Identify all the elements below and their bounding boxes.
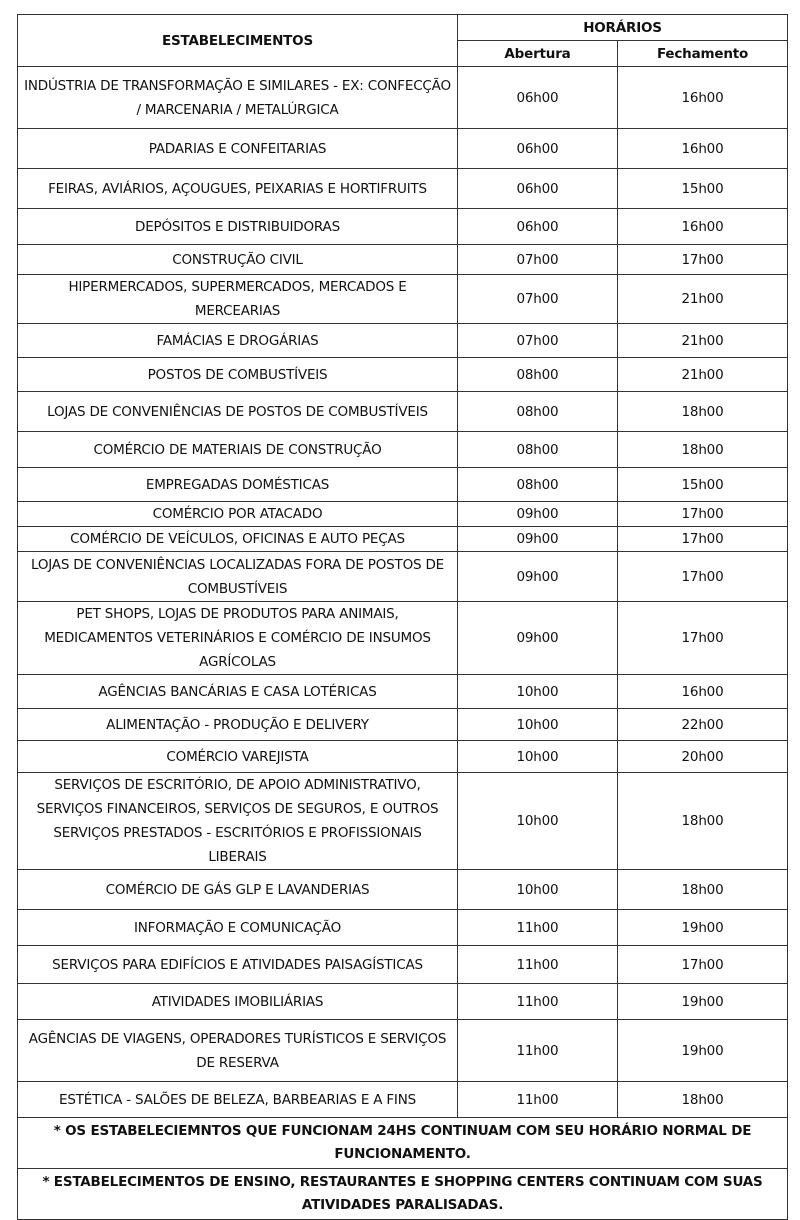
closing-time-cell: 15h00	[618, 169, 788, 209]
table-row	[18, 984, 788, 1020]
table-row	[18, 209, 788, 245]
closing-time-cell: 17h00	[618, 502, 788, 527]
establishment-cell: LOJAS DE CONVENIÊNCIAS LOCALIZADAS FORA DE POSTOS DE COMBUSTÍVEIS	[18, 552, 458, 602]
table-header	[18, 15, 788, 67]
closing-time-cell: 18h00	[618, 773, 788, 870]
opening-time-cell: 08h00	[458, 468, 618, 502]
table-row	[18, 709, 788, 741]
opening-time-cell: 10h00	[458, 870, 618, 910]
closing-time-cell: 19h00	[618, 910, 788, 946]
opening-time-cell: 11h00	[458, 1082, 618, 1118]
establishment-cell: EMPREGADAS DOMÉSTICAS	[18, 468, 458, 502]
closing-time-cell: 20h00	[618, 741, 788, 773]
table-row	[18, 552, 788, 602]
table-row	[18, 1020, 788, 1082]
table-row	[18, 602, 788, 675]
establishment-cell: COMÉRCIO DE GÁS GLP E LAVANDERIAS	[18, 870, 458, 910]
table-row	[18, 870, 788, 910]
table-row	[18, 67, 788, 129]
closing-time-cell: 17h00	[618, 552, 788, 602]
table-row	[18, 773, 788, 870]
table-row	[18, 675, 788, 709]
establishment-cell: COMÉRCIO VAREJISTA	[18, 741, 458, 773]
closing-time-cell: 16h00	[618, 675, 788, 709]
table-row	[18, 245, 788, 275]
closing-time-cell: 17h00	[618, 245, 788, 275]
schedules-header: HORÁRIOS	[458, 15, 788, 41]
opening-time-cell: 11h00	[458, 1020, 618, 1082]
establishment-cell: COMÉRCIO POR ATACADO	[18, 502, 458, 527]
opening-time-cell: 06h00	[458, 209, 618, 245]
closing-time-cell: 22h00	[618, 709, 788, 741]
table-row	[18, 946, 788, 984]
establishment-cell: INFORMAÇÃO E COMUNICAÇÃO	[18, 910, 458, 946]
closing-time-cell: 15h00	[618, 468, 788, 502]
opening-time-cell: 11h00	[458, 946, 618, 984]
closing-time-cell: 16h00	[618, 67, 788, 129]
opening-time-cell: 09h00	[458, 527, 618, 552]
table-row	[18, 275, 788, 324]
table-row	[18, 1082, 788, 1118]
establishment-cell: AGÊNCIAS BANCÁRIAS E CASA LOTÉRICAS	[18, 675, 458, 709]
closing-time-cell: 17h00	[618, 602, 788, 675]
table-row	[18, 129, 788, 169]
closing-time-cell: 16h00	[618, 209, 788, 245]
opening-time-cell: 10h00	[458, 773, 618, 870]
establishment-cell: SERVIÇOS DE ESCRITÓRIO, DE APOIO ADMINISTRATIVO, SERVIÇOS FINANCEIROS, SERVIÇOS DE SEGUROS, E OUTROS SERVIÇOS PRESTADOS - ESCRITÓRIOS E PROFISSIONAIS LIBERAIS	[18, 773, 458, 870]
establishment-cell: ALIMENTAÇÃO - PRODUÇÃO E DELIVERY	[18, 709, 458, 741]
opening-time-cell: 08h00	[458, 392, 618, 432]
establishment-cell: AGÊNCIAS DE VIAGENS, OPERADORES TURÍSTICOS E SERVIÇOS DE RESERVA	[18, 1020, 458, 1082]
table-row	[18, 432, 788, 468]
closing-time-cell: 18h00	[618, 870, 788, 910]
table-body	[18, 67, 788, 1118]
table-notes	[18, 1118, 788, 1220]
opening-time-cell: 06h00	[458, 169, 618, 209]
opening-time-cell: 10h00	[458, 709, 618, 741]
closing-header: Fechamento	[618, 41, 788, 67]
establishment-cell: SERVIÇOS PARA EDIFÍCIOS E ATIVIDADES PAISAGÍSTICAS	[18, 946, 458, 984]
table-row	[18, 468, 788, 502]
opening-time-cell: 11h00	[458, 910, 618, 946]
table-row	[18, 358, 788, 392]
table-row	[18, 169, 788, 209]
note-closed-activities: * ESTABELECIMENTOS DE ENSINO, RESTAURANTES E SHOPPING CENTERS CONTINUAM COM SUAS ATIVIDADES PARALISADAS.	[18, 1169, 788, 1220]
establishment-cell: CONSTRUÇÃO CIVIL	[18, 245, 458, 275]
closing-time-cell: 18h00	[618, 432, 788, 468]
table-row	[18, 910, 788, 946]
establishment-cell: DEPÓSITOS E DISTRIBUIDORAS	[18, 209, 458, 245]
establishment-cell: COMÉRCIO DE MATERIAIS DE CONSTRUÇÃO	[18, 432, 458, 468]
establishment-cell: FAMÁCIAS E DROGÁRIAS	[18, 324, 458, 358]
establishment-cell: INDÚSTRIA DE TRANSFORMAÇÃO E SIMILARES - EX: CONFECÇÃO / MARCENARIA / METALÚRGICA	[18, 67, 458, 129]
opening-time-cell: 11h00	[458, 984, 618, 1020]
establishment-cell: COMÉRCIO DE VEÍCULOS, OFICINAS E AUTO PEÇAS	[18, 527, 458, 552]
opening-time-cell: 09h00	[458, 502, 618, 527]
closing-time-cell: 18h00	[618, 392, 788, 432]
opening-time-cell: 09h00	[458, 602, 618, 675]
table-row	[18, 741, 788, 773]
closing-time-cell: 19h00	[618, 1020, 788, 1082]
closing-time-cell: 19h00	[618, 984, 788, 1020]
opening-time-cell: 08h00	[458, 358, 618, 392]
opening-time-cell: 09h00	[458, 552, 618, 602]
opening-time-cell: 06h00	[458, 129, 618, 169]
establishment-cell: FEIRAS, AVIÁRIOS, AÇOUGUES, PEIXARIAS E HORTIFRUITS	[18, 169, 458, 209]
closing-time-cell: 21h00	[618, 275, 788, 324]
opening-time-cell: 10h00	[458, 675, 618, 709]
closing-time-cell: 17h00	[618, 946, 788, 984]
closing-time-cell: 16h00	[618, 129, 788, 169]
closing-time-cell: 18h00	[618, 1082, 788, 1118]
opening-time-cell: 08h00	[458, 432, 618, 468]
note-24h: * OS ESTABELECIEMNTOS QUE FUNCIONAM 24HS CONTINUAM COM SEU HORÁRIO NORMAL DE FUNCIONAMENTO.	[18, 1118, 788, 1169]
closing-time-cell: 21h00	[618, 358, 788, 392]
table-row	[18, 392, 788, 432]
opening-header: Abertura	[458, 41, 618, 67]
closing-time-cell: 21h00	[618, 324, 788, 358]
establishment-cell: LOJAS DE CONVENIÊNCIAS DE POSTOS DE COMBUSTÍVEIS	[18, 392, 458, 432]
table-row	[18, 324, 788, 358]
schedule-document	[17, 14, 787, 1220]
table-row	[18, 502, 788, 527]
table-row	[18, 527, 788, 552]
establishment-cell: HIPERMERCADOS, SUPERMERCADOS, MERCADOS E MERCEARIAS	[18, 275, 458, 324]
establishments-header: ESTABELECIMENTOS	[18, 15, 458, 67]
establishment-cell: POSTOS DE COMBUSTÍVEIS	[18, 358, 458, 392]
opening-time-cell: 10h00	[458, 741, 618, 773]
opening-time-cell: 07h00	[458, 275, 618, 324]
opening-time-cell: 07h00	[458, 324, 618, 358]
opening-time-cell: 06h00	[458, 67, 618, 129]
establishment-cell: PADARIAS E CONFEITARIAS	[18, 129, 458, 169]
establishment-cell: ATIVIDADES IMOBILIÁRIAS	[18, 984, 458, 1020]
opening-time-cell: 07h00	[458, 245, 618, 275]
establishment-cell: PET SHOPS, LOJAS DE PRODUTOS PARA ANIMAIS, MEDICAMENTOS VETERINÁRIOS E COMÉRCIO DE INSUMOS AGRÍCOLAS	[18, 602, 458, 675]
schedule-table	[17, 14, 788, 1220]
closing-time-cell: 17h00	[618, 527, 788, 552]
establishment-cell: ESTÉTICA - SALÕES DE BELEZA, BARBEARIAS E A FINS	[18, 1082, 458, 1118]
